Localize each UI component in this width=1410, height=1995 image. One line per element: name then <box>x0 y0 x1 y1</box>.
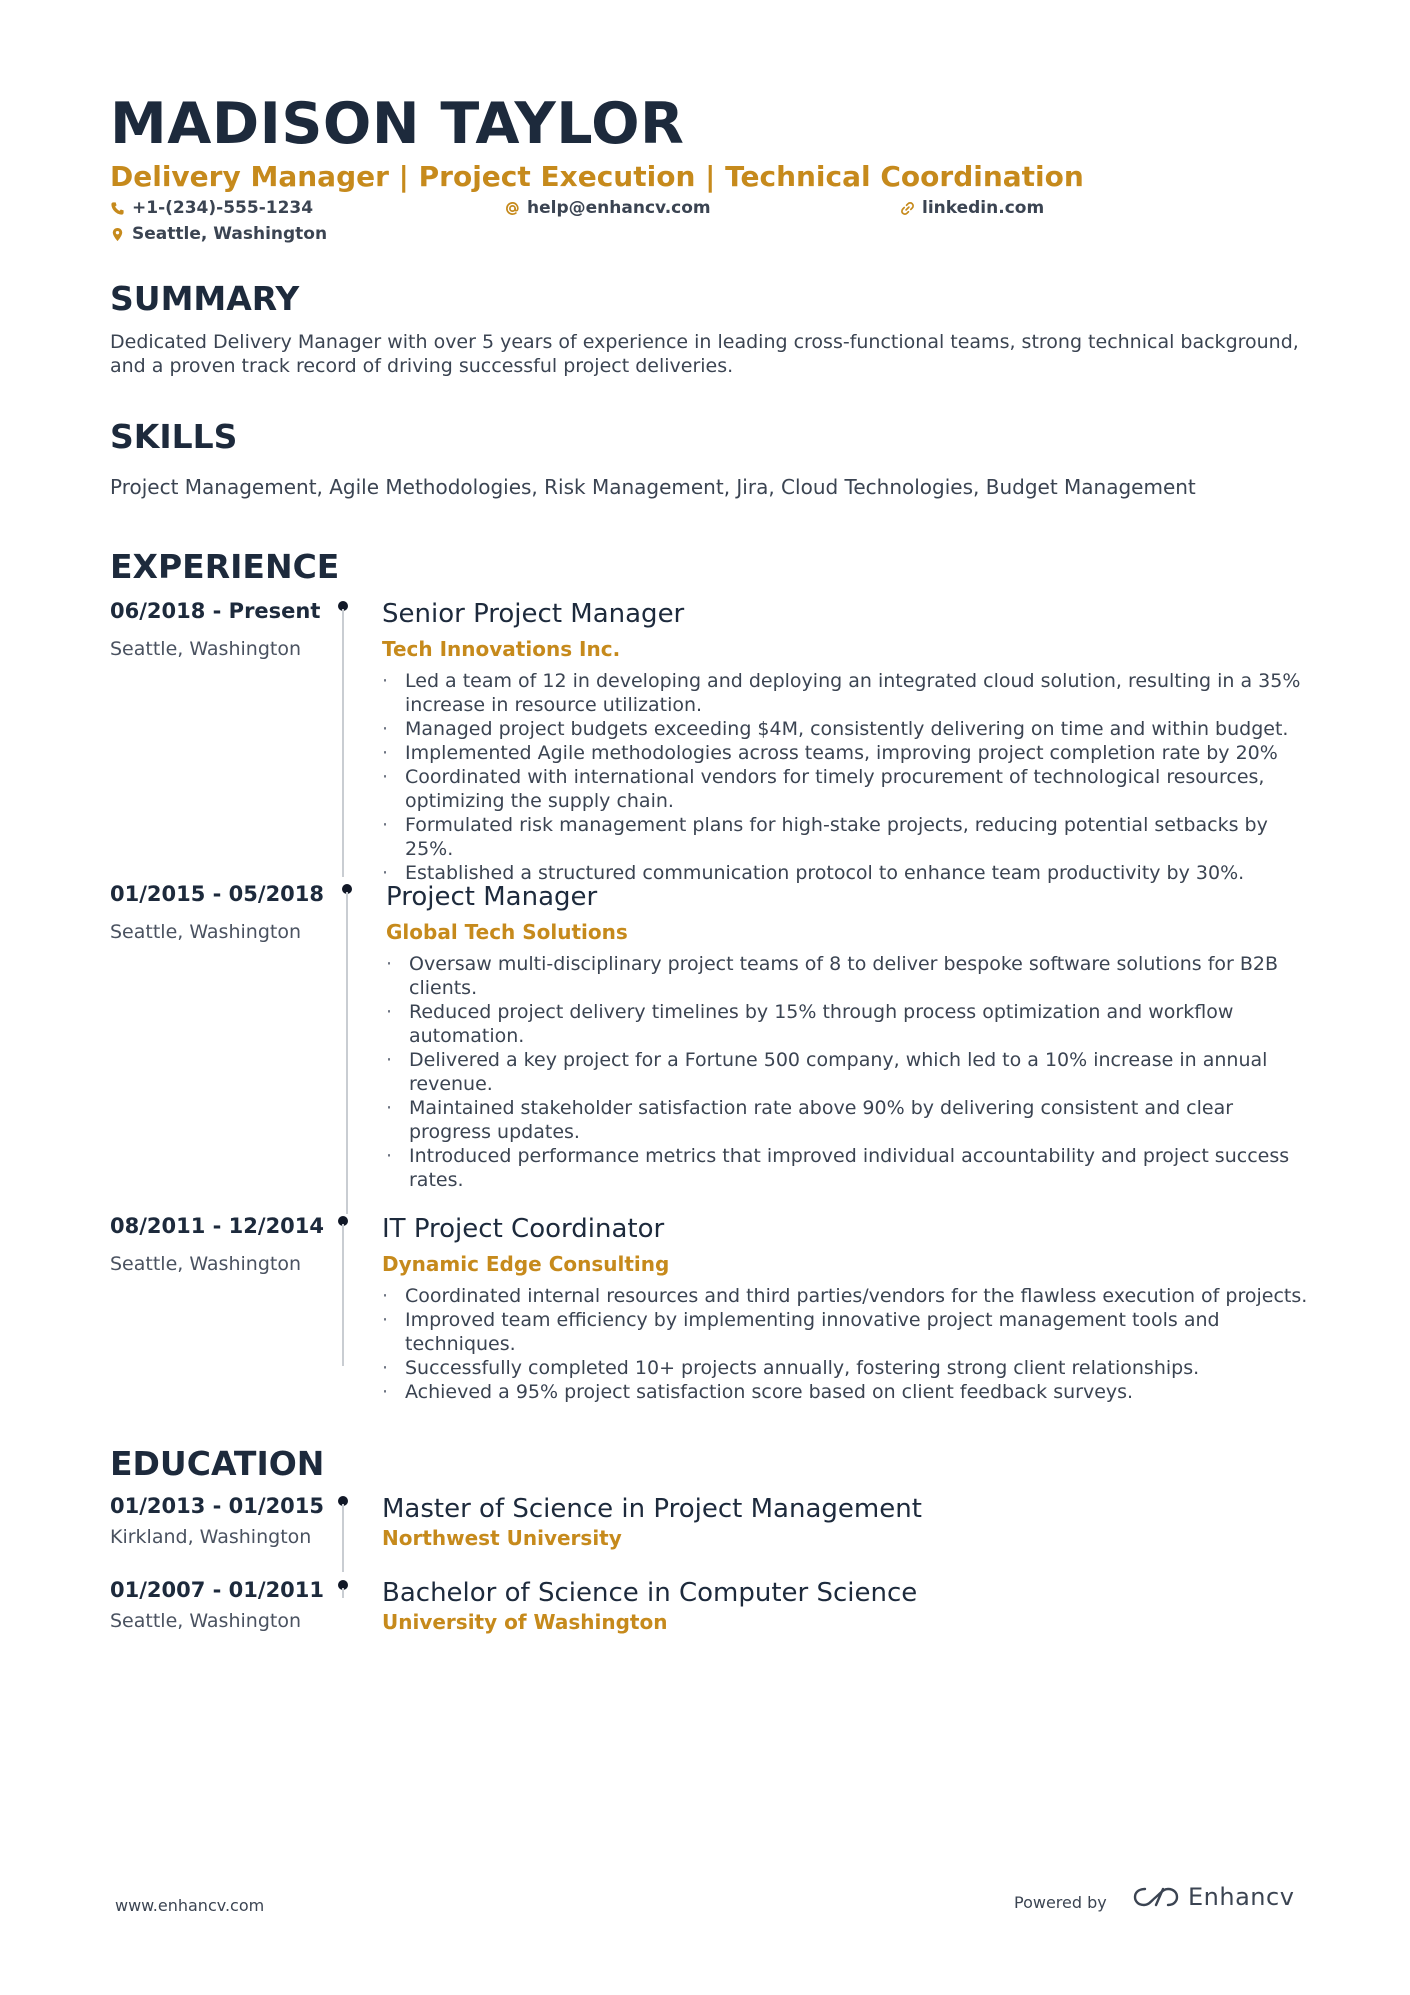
job-dates: 08/2011 - 12/2014 <box>110 1214 325 1238</box>
company-name: Global Tech Solutions <box>386 920 628 944</box>
enhancv-logo-icon <box>1133 1885 1179 1909</box>
job-dates: 01/2015 - 05/2018 <box>110 882 325 906</box>
candidate-name: MADISON TAYLOR <box>110 91 685 157</box>
at-icon <box>505 201 520 216</box>
bullet-item: · Achieved a 95% project satisfaction score based on client feedback surveys. <box>382 1380 1310 1404</box>
location-pin-icon <box>110 227 125 242</box>
bullet-item: · Improved team efficiency by implementing innovative project management tools and techniques. <box>382 1308 1310 1356</box>
bullet-item: · Led a team of 12 in developing and deploying an integrated cloud solution, resulting in a 35% increase in resource utilization. <box>382 669 1310 717</box>
bullet-item: · Reduced project delivery timelines by 15% through process optimization and workflow automation. <box>386 1000 1310 1048</box>
linkedin-contact[interactable] <box>900 200 1044 217</box>
timeline-line <box>342 609 344 877</box>
bullet-item: · Implemented Agile methodologies across teams, improving project completion rate by 20% <box>382 741 1310 765</box>
linkedin-text: linkedin.com <box>922 198 1045 218</box>
skills-text: Project Management, Agile Methodologies, Risk Management, Jira, Cloud Technologies, Budget Management <box>110 475 1196 499</box>
education-location: Kirkland, Washington <box>110 1526 312 1548</box>
job-bullets <box>386 952 1310 1192</box>
bullet-item: · Coordinated internal resources and third parties/vendors for the flawless execution of projects. <box>382 1284 1310 1308</box>
degree-title: Master of Science in Project Management <box>382 1494 922 1524</box>
email-contact[interactable] <box>505 200 711 217</box>
location-contact <box>110 226 327 243</box>
job-bullets <box>382 1284 1310 1404</box>
timeline-line <box>342 1588 344 1598</box>
timeline-line <box>342 1224 344 1366</box>
company-name: Dynamic Edge Consulting <box>382 1252 670 1276</box>
job-bullets <box>382 669 1310 885</box>
summary-heading: SUMMARY <box>110 279 300 318</box>
job-title: Project Manager <box>386 882 598 912</box>
job-title: IT Project Coordinator <box>382 1214 665 1244</box>
timeline-line <box>346 892 348 1214</box>
bullet-item: · Maintained stakeholder satisfaction rate above 90% by delivering consistent and clear progress updates. <box>386 1096 1310 1144</box>
bullet-item: · Introduced performance metrics that improved individual accountability and project success rates. <box>386 1144 1310 1192</box>
link-icon <box>900 201 915 216</box>
skills-heading: SKILLS <box>110 417 238 456</box>
bullet-item: · Oversaw multi-disciplinary project teams of 8 to deliver bespoke software solutions for B2B clients. <box>386 952 1310 1000</box>
job-location: Seattle, Washington <box>110 921 301 943</box>
education-dates: 01/2007 - 01/2011 <box>110 1578 325 1602</box>
powered-by-label: Powered by <box>1014 1893 1107 1912</box>
bullet-item: · Established a structured communication protocol to enhance team productivity by 30%. <box>382 861 1310 885</box>
phone-icon <box>110 201 125 216</box>
education-dates: 01/2013 - 01/2015 <box>110 1494 325 1518</box>
education-heading: EDUCATION <box>110 1444 325 1483</box>
bullet-item: · Coordinated with international vendors for timely procurement of technological resources, optimizing the supply chain. <box>382 765 1310 813</box>
brand-name: Enhancv <box>1188 1883 1295 1911</box>
bullet-item: · Managed project budgets exceeding $4M, consistently delivering on time and within budget. <box>382 717 1310 741</box>
experience-heading: EXPERIENCE <box>110 547 340 586</box>
brand-logo[interactable] <box>1133 1883 1294 1911</box>
location-text: Seattle, Washington <box>132 224 328 244</box>
bullet-item: · Successfully completed 10+ projects annually, fostering strong client relationships. <box>382 1356 1310 1380</box>
school-name: University of Washington <box>382 1610 668 1634</box>
job-location: Seattle, Washington <box>110 1253 301 1275</box>
email-text: help@enhancv.com <box>527 198 711 218</box>
company-name: Tech Innovations Inc. <box>382 637 621 661</box>
summary-text: Dedicated Delivery Manager with over 5 years of experience in leading cross-functional teams, strong technical background, and a proven track record of driving successful project deliveries. <box>110 331 1299 377</box>
timeline-line <box>342 1504 344 1572</box>
phone-text: +1-(234)-555-1234 <box>132 198 314 218</box>
job-location: Seattle, Washington <box>110 638 301 660</box>
job-title: Senior Project Manager <box>382 599 685 629</box>
footer-url[interactable]: www.enhancv.com <box>115 1896 265 1915</box>
school-name: Northwest University <box>382 1526 622 1550</box>
bullet-item: · Delivered a key project for a Fortune 500 company, which led to a 10% increase in annual revenue. <box>386 1048 1310 1096</box>
headline: Delivery Manager | Project Execution | Technical Coordination <box>110 160 1084 193</box>
phone-contact <box>110 200 313 217</box>
education-location: Seattle, Washington <box>110 1610 301 1632</box>
bullet-item: · Formulated risk management plans for high-stake projects, reducing potential setbacks by 25%. <box>382 813 1310 861</box>
job-dates: 06/2018 - Present <box>110 599 321 623</box>
degree-title: Bachelor of Science in Computer Science <box>382 1578 918 1608</box>
